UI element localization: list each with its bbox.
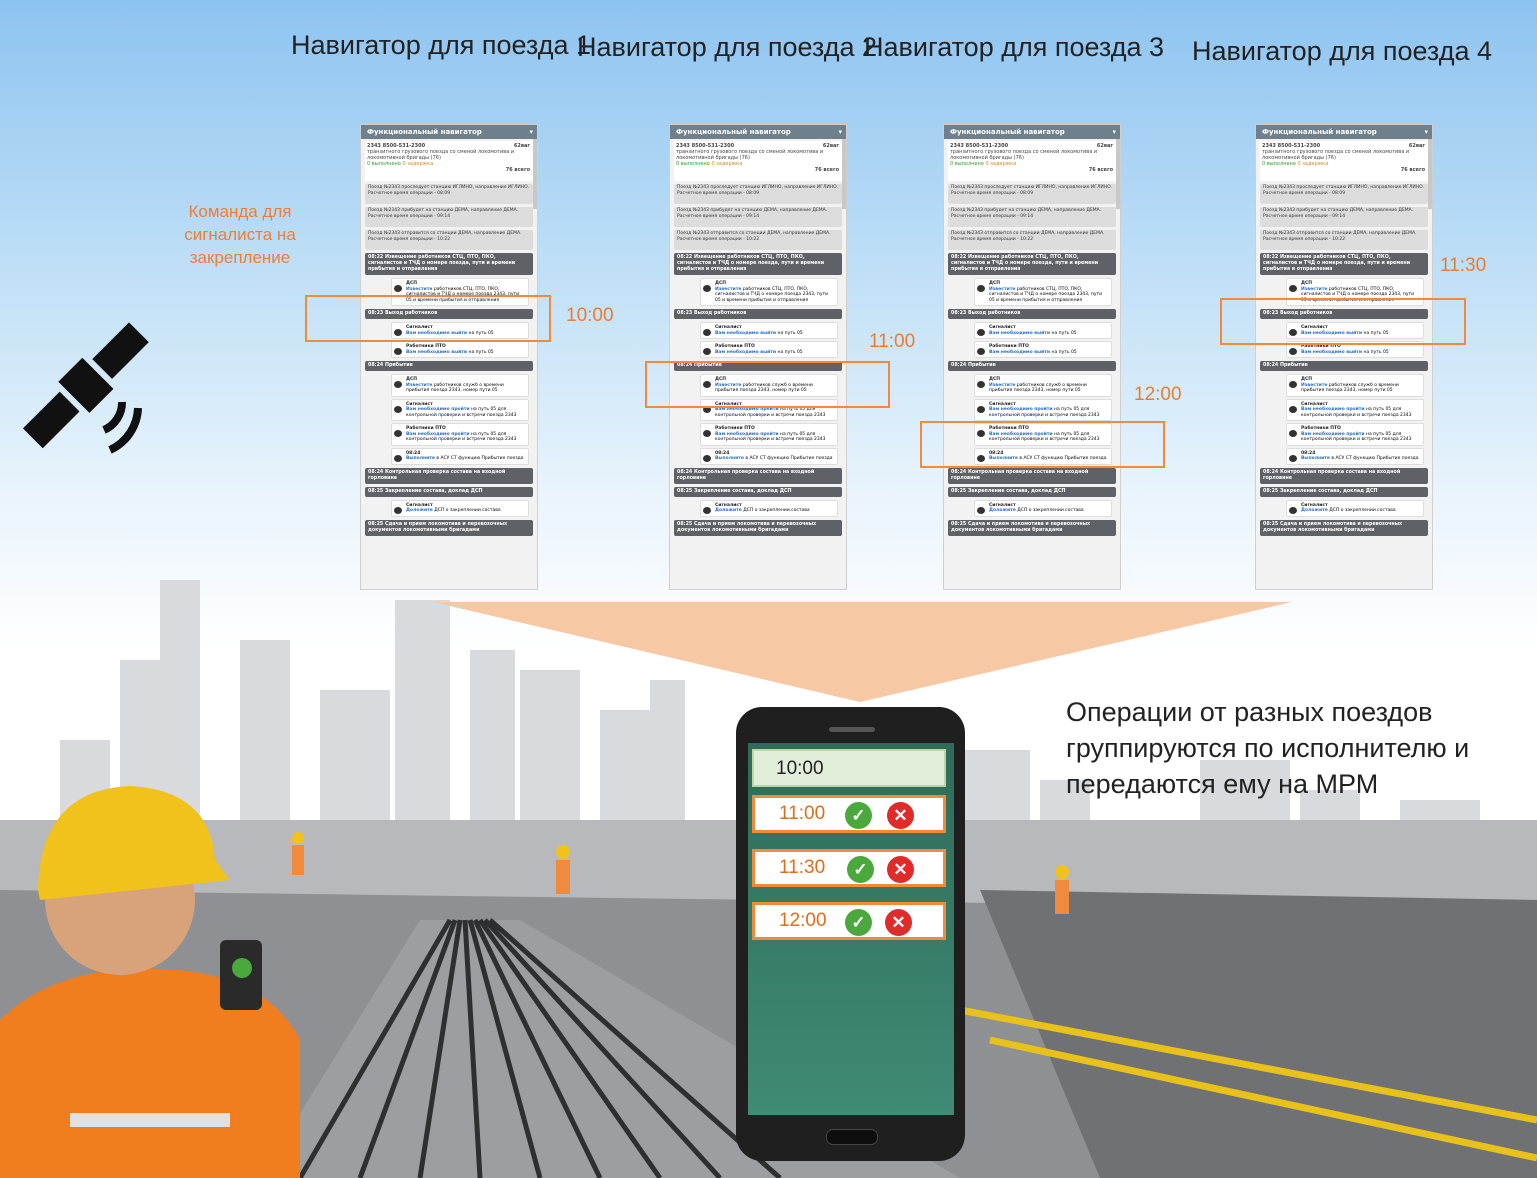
card-detail: на путь 05 [777, 349, 803, 355]
train-id: 2343 8500-531-2300 [676, 143, 735, 149]
card-action: Вам необходимо пройти [1301, 407, 1365, 412]
card-detail: работников служб о времени прибытия поезда 2343, номер пути 05 [989, 382, 1087, 393]
navigator-title-2: Навигатор для поезда 2 [577, 32, 877, 62]
card-role: 08:24 [715, 450, 730, 456]
done-count: 0 выполнено [367, 161, 401, 167]
forecast-message: Поезд №2343 отправится со станции ДЕМА, направление ДЕМА. Расчетное время операции - 10:22 [674, 230, 842, 250]
card-action: Вам необходимо пройти [1301, 431, 1365, 437]
card-role: 08:24 [1301, 450, 1316, 456]
total-count: 76 всего [1400, 167, 1425, 173]
card-action: Вам необходимо выйти [406, 349, 468, 355]
card-detail: работников служб о времени прибытия поезда 2343, номер пути 05 [1301, 382, 1399, 393]
wagon-count: 62ваг [822, 143, 839, 149]
panel-header-title: Функциональный навигатор [1262, 128, 1377, 136]
operation-section[interactable]: 08:24 Прибытие [674, 361, 842, 371]
task-slot[interactable] [752, 902, 946, 940]
card-action: Вам необходимо выйти [715, 330, 777, 336]
card-role: Сигналист [1301, 325, 1328, 330]
card-role: ДСП [1301, 377, 1313, 382]
task-slot-current[interactable] [752, 749, 946, 787]
task-slot[interactable] [752, 849, 946, 887]
card-detail: работников СТЦ, ПТО, ПКО, сигналистов и ТЧД о номере поезда 2343, пути 05 и времени прибытия и отправления [1301, 286, 1415, 303]
mobile-phone [736, 707, 965, 1161]
card-action: Выполните [715, 456, 744, 461]
card-detail: на путь 05 [468, 349, 494, 355]
card-role: Сигналист [715, 325, 742, 330]
card-detail: на путь 05 для контрольной проверки и встречи поезда 2343 [715, 407, 826, 418]
card-action: Известите [989, 286, 1016, 292]
card-role: Сигналист [1301, 502, 1328, 508]
forecast-message: Поезд №2343 отправится со станции ДЕМА, направление ДЕМА. Расчетное время операции - 10:22 [365, 230, 533, 250]
card-detail: на путь 05 [1051, 349, 1077, 355]
done-count: 0 выполнено [950, 161, 984, 167]
card-action: Известите [715, 382, 742, 388]
phone-screen [748, 743, 954, 1115]
train-id: 2343 8500-531-2300 [367, 143, 426, 149]
card-action: Вам необходимо выйти [1301, 330, 1363, 336]
forecast-message: Поезд №2343 прибудет на станцию ДЕМА, направление ДЕМА. Расчетное время операции - 09:14 [1260, 207, 1428, 227]
operation-section[interactable]: 08:24 Контрольная проверка состава на входной горловине [674, 468, 842, 484]
card-action: Выполните [989, 456, 1018, 461]
card-action: Вам необходимо пройти [715, 407, 779, 412]
card-action: Известите [1301, 382, 1328, 388]
task-slot[interactable] [752, 795, 946, 833]
operation-section[interactable]: 08:24 Прибытие [1260, 361, 1428, 371]
total-count: 76 всего [1088, 167, 1113, 173]
forecast-message: Поезд №2343 прибудет на станцию ДЕМА, направление ДЕМА. Расчетное время операции - 09:14 [365, 207, 533, 227]
operation-section[interactable]: 08:22 Извещение работников СТЦ, ПТО, ПКО, сигналистов и ТЧД о номере поезда, пути и времени прибытия и отправления [365, 253, 533, 275]
card-action: Доложите [715, 508, 742, 513]
done-count: 0 выполнено [1262, 161, 1296, 167]
card-action: Известите [989, 382, 1016, 388]
card-role: ДСП [406, 377, 418, 382]
card-detail: на путь 05 для контрольной проверки и встречи поезда 2343 [406, 431, 517, 442]
card-role: Сигналист [989, 401, 1016, 407]
card-role: Работники ПТО [1301, 344, 1341, 349]
operation-section[interactable]: 08:25 Сдача и прием локомотива и перевозочных документов локомотивными бригадами [1260, 520, 1428, 536]
card-action: Вам необходимо пройти [406, 431, 470, 437]
panel-header-title: Функциональный навигатор [367, 128, 482, 136]
card-detail: на путь 05 [777, 330, 803, 336]
reject-cross-icon[interactable]: ✕ [887, 802, 914, 829]
chevron-down-icon[interactable]: ▾ [529, 128, 533, 136]
card-detail: ДСП о закреплении состава [743, 508, 810, 513]
card-role: Сигналист [989, 325, 1016, 330]
task-time: 11:00 [779, 803, 826, 824]
train-description: транзитного грузового поезда со сменой локомотива и локомотивной бригады (76) [367, 149, 515, 161]
forecast-message: Поезд №2343 проследует станцию ИГЛИНО, направление ИГЛИНО. Расчетное время операции - 08:09 [674, 184, 842, 204]
card-role: ДСП [715, 377, 727, 382]
card-detail: в АСУ СТ функцию Прибытие поезда [745, 456, 833, 461]
card-action: Вам необходимо пройти [989, 407, 1053, 412]
card-action: Доложите [1301, 508, 1328, 513]
navigator-title-1: Навигатор для поезда 1 [291, 30, 591, 60]
operation-section[interactable]: 08:25 Закрепление состава, доклад ДСП [674, 487, 842, 497]
train-id: 2343 8500-531-2300 [950, 143, 1009, 149]
caption-text: Операции от разных поездов группируются по исполнителю и передаются ему на МРМ [1066, 697, 1470, 799]
card-detail: на путь 05 [468, 330, 494, 336]
chevron-down-icon[interactable]: ▾ [838, 128, 842, 136]
confirm-check-icon[interactable]: ✓ [845, 909, 872, 936]
navigator-title-3: Навигатор для поезда 3 [864, 32, 1164, 62]
operation-section[interactable]: 08:25 Закрепление состава, доклад ДСП [948, 487, 1116, 497]
late-count: 0 задержка [1297, 161, 1329, 167]
time-label-train-2: 11:00 [869, 331, 916, 352]
card-detail: работников служб о времени прибытия поезда 2343, номер пути 05 [715, 382, 813, 393]
card-detail: работников СТЦ, ПТО, ПКО, сигналистов и ТЧД о номере поезда 2343, пути 05 и времени прибытия и отправления [715, 286, 829, 303]
card-action: Доложите [406, 508, 433, 513]
card-action: Выполните [406, 456, 435, 461]
card-detail: работников СТЦ, ПТО, ПКО, сигналистов и ТЧД о номере поезда 2343, пути 05 и времени прибытия и отправления [989, 286, 1103, 303]
forecast-message: Поезд №2343 отправится со станции ДЕМА, направление ДЕМА. Расчетное время операции - 10:22 [948, 230, 1116, 250]
wagon-count: 62ваг [1408, 143, 1425, 149]
forecast-message: Поезд №2343 проследует станцию ИГЛИНО, направление ИГЛИНО. Расчетное время операции - 08:09 [1260, 184, 1428, 204]
train-description: транзитного грузового поезда со сменой локомотива и локомотивной бригады (76) [950, 149, 1098, 161]
card-role: ДСП [406, 281, 418, 286]
time-label-train-1: 10:00 [566, 305, 614, 326]
card-role: Работники ПТО [406, 344, 446, 349]
card-role: Сигналист [989, 502, 1016, 508]
operation-section[interactable]: 08:22 Извещение работников СТЦ, ПТО, ПКО, сигналистов и ТЧД о номере поезда, пути и времени прибытия и отправления [948, 253, 1116, 275]
total-count: 76 всего [505, 167, 530, 173]
train-description: транзитного грузового поезда со сменой локомотива и локомотивной бригады (76) [676, 149, 824, 161]
card-action: Известите [406, 382, 433, 388]
card-action: Вам необходимо выйти [406, 330, 468, 336]
forecast-message: Поезд №2343 отправится со станции ДЕМА, направление ДЕМА. Расчетное время операции - 10:22 [1260, 230, 1428, 250]
train-description: транзитного грузового поезда со сменой локомотива и локомотивной бригады (76) [1262, 149, 1410, 161]
card-role: Работники ПТО [989, 426, 1029, 431]
card-detail: на путь 05 для контрольной проверки и встречи поезда 2343 [406, 407, 517, 418]
card-action: Выполните [1301, 456, 1330, 461]
time-label-train-4: 11:30 [1440, 255, 1487, 276]
card-detail: на путь 05 [1363, 330, 1389, 336]
total-count: 76 всего [814, 167, 839, 173]
card-detail: в АСУ СТ функцию Прибытие поезда [436, 456, 524, 461]
card-action: Вам необходимо пройти [715, 431, 779, 437]
card-role: Сигналист [715, 401, 742, 407]
card-action: Вам необходимо выйти [989, 349, 1051, 355]
card-role: ДСП [1301, 281, 1313, 286]
card-role: Работники ПТО [406, 426, 446, 431]
operation-section[interactable]: 08:22 Извещение работников СТЦ, ПТО, ПКО, сигналистов и ТЧД о номере поезда, пути и времени прибытия и отправления [1260, 253, 1428, 275]
forecast-message: Поезд №2343 прибудет на станцию ДЕМА, направление ДЕМА. Расчетное время операции - 09:14 [674, 207, 842, 227]
card-detail: работников СТЦ, ПТО, ПКО, сигналистов и ТЧД о номере поезда 2343, пути 05 и времени прибытия и отправления [406, 286, 520, 303]
train-id: 2343 8500-531-2300 [1262, 143, 1321, 149]
confirm-check-icon[interactable]: ✓ [847, 856, 874, 883]
card-action: Вам необходимо пройти [989, 431, 1053, 437]
card-role: ДСП [989, 377, 1001, 382]
chevron-down-icon[interactable]: ▾ [1424, 128, 1428, 136]
card-detail: на путь 05 для контрольной проверки и встречи поезда 2343 [1301, 407, 1412, 418]
card-role: Работники ПТО [1301, 426, 1341, 431]
phone-speaker [829, 727, 875, 732]
operation-section[interactable]: 08:25 Сдача и прием локомотива и перевозочных документов локомотивными бригадами [948, 520, 1116, 536]
card-role: Сигналист [406, 325, 433, 330]
card-detail: работников служб о времени прибытия поезда 2343, номер пути 05 [406, 382, 504, 393]
operation-section[interactable]: 08:25 Сдача и прием локомотива и перевозочных документов локомотивными бригадами [365, 520, 533, 536]
chevron-down-icon[interactable]: ▾ [1112, 128, 1116, 136]
card-role: Сигналист [406, 502, 433, 508]
operation-section[interactable]: 08:25 Сдача и прием локомотива и перевозочных документов локомотивными бригадами [674, 520, 842, 536]
card-role: Сигналист [715, 502, 742, 508]
card-action: Вам необходимо выйти [715, 349, 777, 355]
panel-header-title: Функциональный навигатор [676, 128, 791, 136]
forecast-message: Поезд №2343 прибудет на станцию ДЕМА, направление ДЕМА. Расчетное время операции - 09:14 [948, 207, 1116, 227]
task-time: 11:30 [779, 857, 826, 878]
operation-section[interactable]: 08:24 Контрольная проверка состава на входной горловине [948, 468, 1116, 484]
card-action: Известите [1301, 286, 1328, 292]
panel-header-title: Функциональный навигатор [950, 128, 1065, 136]
late-count: 0 задержка [402, 161, 434, 167]
card-detail: на путь 05 [1051, 330, 1077, 336]
card-action: Известите [406, 286, 433, 292]
time-label-train-3: 12:00 [1134, 384, 1182, 405]
operation-section[interactable]: 08:23 Выход работников [365, 309, 533, 319]
operation-section[interactable]: 08:25 Закрепление состава, доклад ДСП [1260, 487, 1428, 497]
card-role: Сигналист [1301, 401, 1328, 407]
wagon-count: 62ваг [1096, 143, 1113, 149]
card-action: Известите [715, 286, 742, 292]
card-detail: на путь 05 для контрольной проверки и встречи поезда 2343 [989, 407, 1100, 418]
card-detail: ДСП о закреплении состава [434, 508, 501, 513]
operation-section[interactable]: 08:24 Прибытие [365, 361, 533, 371]
card-detail: ДСП о закреплении состава [1329, 508, 1396, 513]
operation-section[interactable]: 08:23 Выход работников [674, 309, 842, 319]
done-count: 0 выполнено [676, 161, 710, 167]
forecast-message: Поезд №2343 проследует станцию ИГЛИНО, направление ИГЛИНО. Расчетное время операции - 08:09 [365, 184, 533, 204]
card-action: Вам необходимо выйти [989, 330, 1051, 336]
operation-section[interactable]: 08:22 Извещение работников СТЦ, ПТО, ПКО, сигналистов и ТЧД о номере поезда, пути и времени прибытия и отправления [674, 253, 842, 275]
card-detail: на путь 05 [1363, 349, 1389, 355]
card-role: 08:24 [406, 450, 421, 456]
card-detail: на путь 05 для контрольной проверки и встречи поезда 2343 [715, 431, 826, 442]
card-action: Вам необходимо пройти [406, 407, 470, 412]
card-detail: на путь 05 для контрольной проверки и встречи поезда 2343 [1301, 431, 1412, 442]
card-role: Работники ПТО [715, 426, 755, 431]
card-role: ДСП [715, 281, 727, 286]
task-time: 10:00 [776, 758, 824, 779]
forecast-message: Поезд №2343 проследует станцию ИГЛИНО, направление ИГЛИНО. Расчетное время операции - 08:09 [948, 184, 1116, 204]
card-detail: в АСУ СТ функцию Прибытие поезда [1331, 456, 1419, 461]
late-count: 0 задержка [985, 161, 1017, 167]
confirm-check-icon[interactable]: ✓ [845, 802, 872, 829]
operation-section[interactable]: 08:23 Выход работников [1260, 309, 1428, 319]
command-label: Команда для сигналиста на закрепление [184, 202, 296, 267]
operation-section[interactable]: 08:25 Закрепление состава, доклад ДСП [365, 487, 533, 497]
operation-section[interactable]: 08:24 Прибытие [948, 361, 1116, 371]
card-action: Доложите [989, 508, 1016, 513]
late-count: 0 задержка [711, 161, 743, 167]
navigator-title-4: Навигатор для поезда 4 [1192, 36, 1492, 66]
card-detail: ДСП о закреплении состава [1017, 508, 1084, 513]
card-detail: на путь 05 для контрольной проверки и встречи поезда 2343 [989, 431, 1100, 442]
home-button[interactable] [826, 1129, 878, 1145]
task-time: 12:00 [779, 910, 827, 931]
card-detail: в АСУ СТ функцию Прибытие поезда [1019, 456, 1107, 461]
reject-cross-icon[interactable]: ✕ [885, 909, 912, 936]
wagon-count: 62ваг [513, 143, 530, 149]
operation-section[interactable]: 08:23 Выход работников [948, 309, 1116, 319]
card-role: Работники ПТО [989, 344, 1029, 349]
card-role: Сигналист [406, 401, 433, 407]
card-role: ДСП [989, 281, 1001, 286]
operation-section[interactable]: 08:24 Контрольная проверка состава на входной горловине [1260, 468, 1428, 484]
card-action: Вам необходимо выйти [1301, 349, 1363, 355]
reject-cross-icon[interactable]: ✕ [887, 856, 914, 883]
card-role: Работники ПТО [715, 344, 755, 349]
card-role: 08:24 [989, 450, 1004, 456]
operation-section[interactable]: 08:24 Контрольная проверка состава на входной горловине [365, 468, 533, 484]
